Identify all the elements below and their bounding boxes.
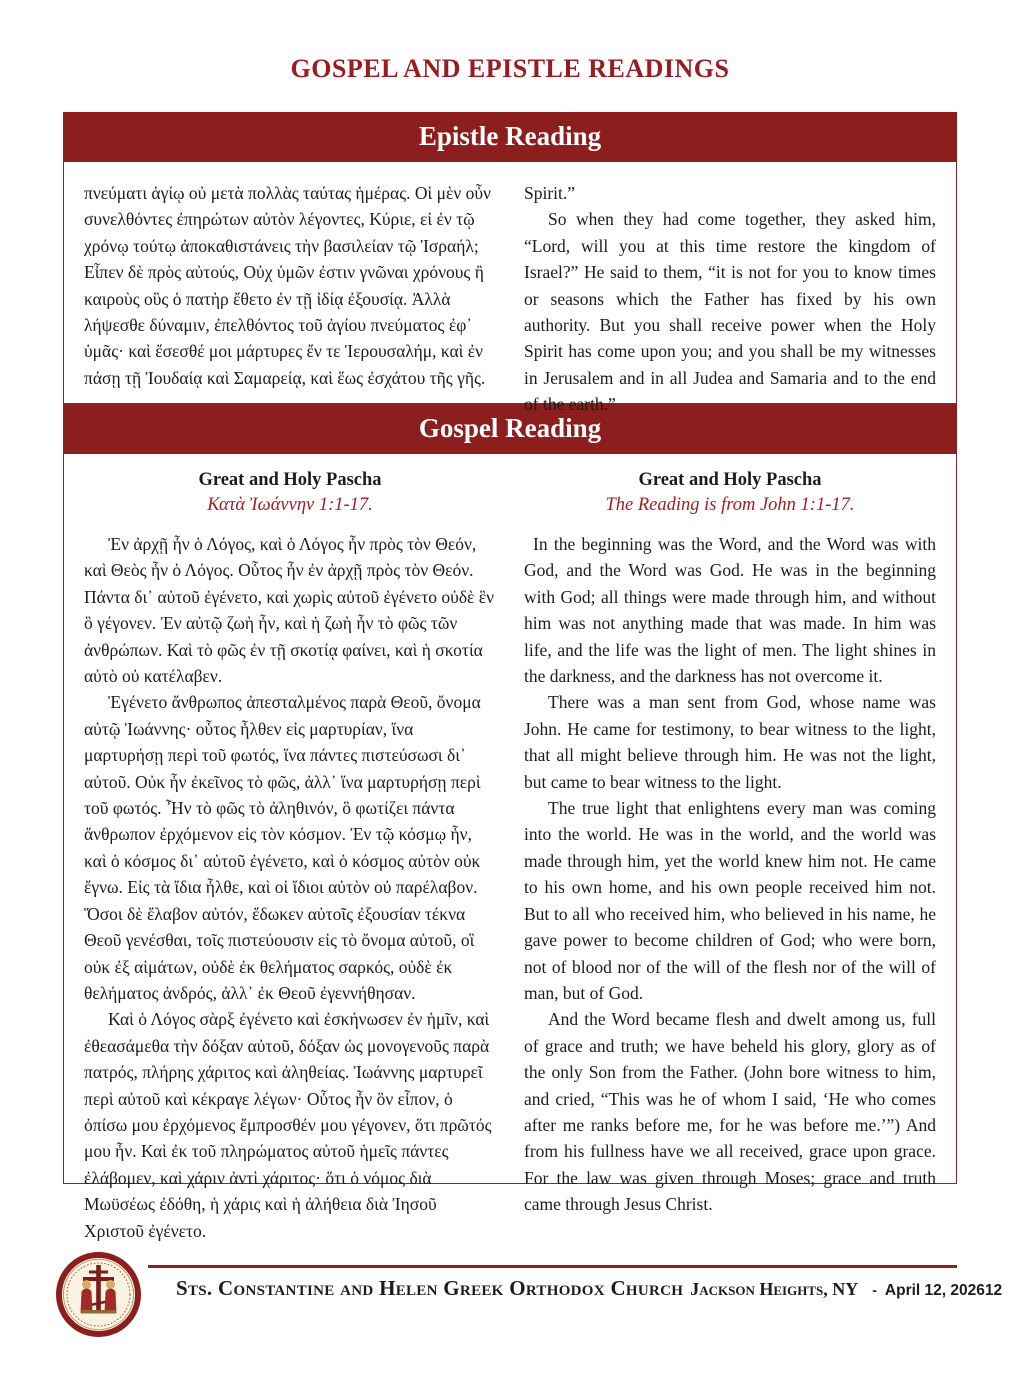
epistle-english-paragraph: So when they had come together, they asked him, “Lord, will you at this time restore the kingdom of Israel?” He said to them, “it is not for you to know times or seasons which the Father has fixed by his own authority. But you shall receive power when the Holy Spirit has come upon you; and you shall be my witnesses in Jerusalem and in all Judea and Samaria and to the end of the earth.”	[524, 209, 936, 415]
gospel-english-paragraph: In the beginning was the Word, and the Word was with God, and the Word was God. He was in the beginning with God; all things were made through him, and without him was not anything made that was made. In him was life, and the life was the light of men. The light shines in the darkness, and the darkness has not overcome it.	[524, 534, 936, 687]
gospel-english-heading: Great and Holy Pascha	[638, 470, 822, 490]
epistle-english-column	[524, 180, 936, 415]
page-number: 12	[984, 1282, 1003, 1299]
footer-separator: -	[872, 1282, 877, 1298]
gospel-body	[63, 454, 957, 1241]
gospel-english-paragraph: And the Word became flesh and dwelt among us, full of grace and truth; we have beheld his glory, glory as of the only Son from the Father. (John bore witness to him, and cried, “This was he of whom I said, ‘He who comes after me ranks before me, for he was before me.’”) And from his fullness have we all received, grace upon grace. For the law was given through Moses; grace and truth came through Jesus Christ.	[524, 1009, 936, 1215]
epistle-greek-paragraph: πνεύματι ἁγίῳ οὐ μετὰ πολλὰς ταύτας ἡμέρας. Οἱ μὲν οὖν συνελθόντες ἐπηρώτων αὐτὸν λέγοντες, Κύριε, εἰ ἐν τῷ χρόνῳ τούτῳ ἀποκαθιστάνεις τὴν βασιλείαν τῷ Ἰσραήλ; Εἶπεν δὲ πρὸς αὐτούς, Οὐχ ὑμῶν ἐστιν γνῶναι χρόνους ἢ καιροὺς οὓς ὁ πατὴρ ἔθετο ἐν τῇ ἰδίᾳ ἐξουσίᾳ. Ἀλλὰ λήψεσθε δύναμιν, ἐπελθόντος τοῦ ἁγίου πνεύματος ἐφ᾽ ὑμᾶς· καὶ ἔσεσθέ μοι μάρτυρες ἔν τε Ἱερουσαλήμ, καὶ ἐν πάσῃ τῇ Ἰουδαίᾳ καὶ Σαμαρείᾳ, καὶ ἕως ἐσχάτου τῆς γῆς.	[84, 183, 491, 388]
gospel-english-column	[524, 466, 936, 1215]
gospel-english-paragraph: The true light that enlightens every man was coming into the world. He was in the world, and the world was made through him, yet the world knew him not. He came to his own home, and his own people received him not. But to all who received him, who believed in his name, he gave power to become children of God; who were born, not of blood nor of the will of the flesh nor of the will of man, but of God.	[524, 798, 936, 1003]
gospel-greek-paragraph: Ἐγένετο ἄνθρωπος ἀπεσταλμένος παρὰ Θεοῦ, ὄνομα αὐτῷ Ἰωάννης· οὗτος ἦλθεν εἰς μαρτυρίαν, ἵνα μαρτυρήσῃ περὶ τοῦ φωτός, ἵνα πάντες πιστεύσωσι δι᾽ αὐτοῦ. Οὐκ ἦν ἐκεῖνος τὸ φῶς, ἀλλ᾽ ἵνα μαρτυρήσῃ περὶ τοῦ φωτός. Ἦν τὸ φῶς τὸ ἀληθινόν, ὃ φωτίζει πάντα ἄνθρωπον ἐρχόμενον εἰς τὸν κόσμον. Ἐν τῷ κόσμῳ ἦν, καὶ ὁ κόσμος δι᾽ αὐτοῦ ἐγένετο, καὶ ὁ κόσμος αὐτὸν οὐκ ἔγνω. Εἰς τὰ ἴδια ἦλθε, καὶ οἱ ἴδιοι αὐτὸν οὐ παρέλαβον. Ὅσοι δὲ ἔλαβον αὐτόν, ἔδωκεν αὐτοῖς ἐξουσίαν τέκνα Θεοῦ γενέσθαι, τοῖς πιστεύουσιν εἰς τὸ ὄνομα αὐτοῦ, οἳ οὐκ ἐξ αἱμάτων, οὐδὲ ἐκ θελήματος σαρκός, οὐδὲ ἐκ θελήματος ἀνδρός, ἀλλ᾽ ἐκ Θεοῦ ἐγεννήθησαν.	[84, 692, 481, 1003]
gospel-banner: Gospel Reading	[63, 404, 957, 454]
epistle-english-paragraph: Spirit.”	[524, 183, 576, 203]
gospel-english-subtitle: The Reading is from John 1:1-17.	[605, 495, 855, 515]
epistle-greek-column	[84, 180, 496, 393]
gospel-greek-heading: Great and Holy Pascha	[198, 470, 382, 490]
gospel-greek-column	[84, 466, 496, 1241]
footer-row	[148, 1268, 1003, 1301]
gospel-section	[63, 404, 957, 1241]
epistle-body	[63, 162, 957, 415]
church-location: Jackson Heights, NY	[690, 1279, 859, 1299]
bulletin-page	[0, 54, 1020, 1300]
gospel-greek-paragraph: Ἐν ἀρχῇ ἦν ὁ Λόγος, καὶ ὁ Λόγος ἦν πρὸς τὸν Θεόν, καὶ Θεὸς ἦν ὁ Λόγος. Οὗτος ἦν ἐν ἀρχῇ πρὸς τὸν Θεόν. Πάντα δι᾽ αὐτοῦ ἐγένετο, καὶ χωρὶς αὐτοῦ ἐγένετο οὐδὲ ἓν ὃ γέγονεν. Ἐν αὐτῷ ζωὴ ἦν, καὶ ἡ ζωὴ ἦν τὸ φῶς τῶν ἀνθρώπων. Καὶ τὸ φῶς ἐν τῇ σκοτίᾳ φαίνει, καὶ ἡ σκοτία αὐτὸ οὐ κατέλαβεν.	[84, 534, 495, 687]
epistle-section	[63, 112, 957, 415]
page-title: GOSPEL AND EPISTLE READINGS	[290, 54, 730, 83]
gospel-greek-subtitle: Κατὰ Ἰωάννην 1:1-17.	[207, 495, 373, 515]
gospel-english-paragraph: There was a man sent from God, whose name was John. He came for testimony, to bear witness to the light, that all might believe through him. He was not the light, but came to bear witness to the light.	[524, 692, 936, 792]
gospel-greek-paragraph: Καὶ ὁ Λόγος σὰρξ ἐγένετο καὶ ἐσκήνωσεν ἐν ἡμῖν, καὶ ἐθεασάμεθα τὴν δόξαν αὐτοῦ, δόξαν ὡς μονογενοῦς παρὰ πατρός, πλήρης χάριτος καὶ ἀληθείας. Ἰωάννης μαρτυρεῖ περὶ αὐτοῦ καὶ κέκραγε λέγων· Οὗτος ἦν ὃν εἶπον, ὁ ὀπίσω μου ἐρχόμενος ἔμπροσθέν μου γέγονεν, ὅτι πρῶτός μου ἦν. Καὶ ἐκ τοῦ πληρώματος αὐτοῦ ἡμεῖς πάντες ἐλάβομεν, καὶ χάριν ἀντὶ χάριτος· ὅτι ὁ νόμος διὰ Μωϋσέως ἐδόθη, ἡ χάρις καὶ ἡ ἀλήθεια διὰ Ἰησοῦ Χριστοῦ ἐγένετο.	[84, 1009, 492, 1241]
footer-content	[148, 1265, 1003, 1301]
church-name: Sts. Constantine and Helen Greek Orthodox Church	[176, 1276, 684, 1300]
footer-date: April 12, 2026	[884, 1282, 985, 1299]
page-footer	[63, 1252, 1003, 1301]
church-seal-icon	[56, 1252, 141, 1337]
epistle-banner: Epistle Reading	[63, 112, 957, 162]
